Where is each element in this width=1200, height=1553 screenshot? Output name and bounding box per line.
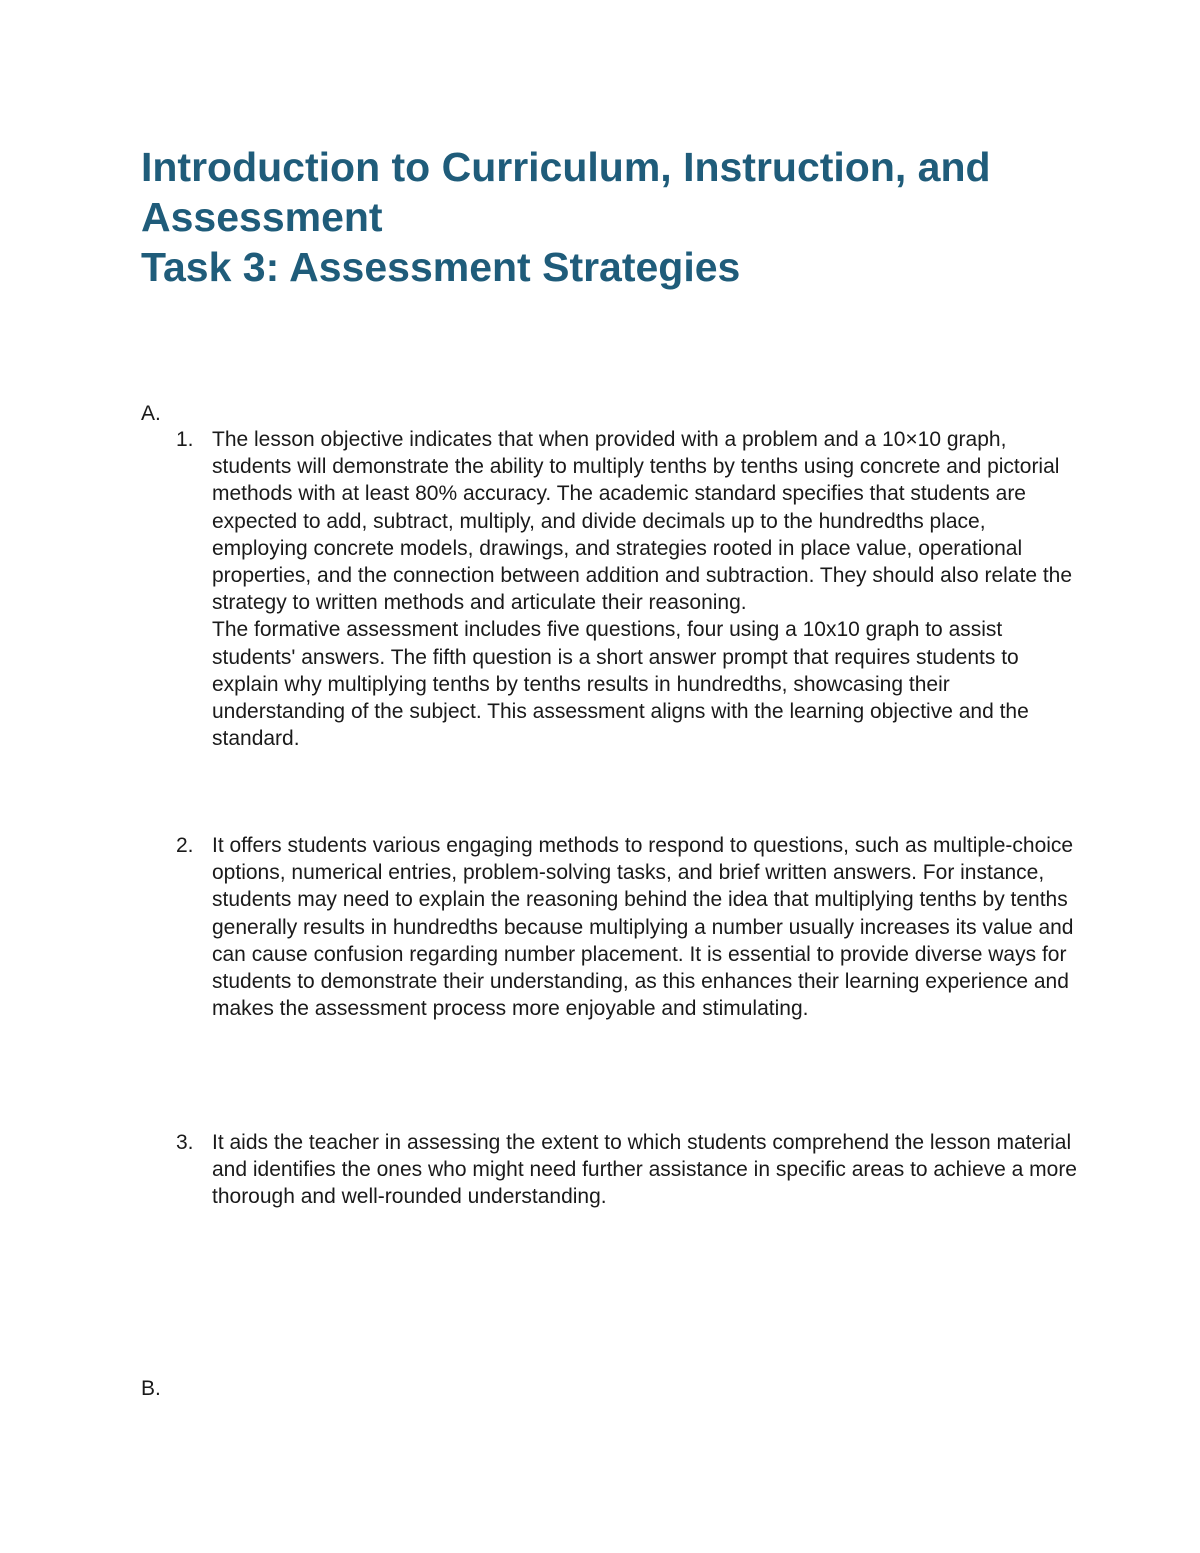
list-item [141,426,1081,752]
list-item-paragraph: The formative assessment includes five questions, four using a 10x10 graph to assist students' answers. The fifth question is a short answer prompt that requires students to explain why multiplying tenths by tenths results in hundredths, showcasing their understanding of the subject. This assessment aligns with the learning objective and the standard. [212,618,1029,751]
list-item-paragraph: It aids the teacher in assessing the extent to which students comprehend the lesson material and identifies the ones who might need further assistance in specific areas to achieve a more thorough and well-rounded understanding. [212,1131,1077,1209]
list-item [141,1129,1081,1211]
list-item-paragraph: The lesson objective indicates that when provided with a problem and a 10×10 graph, students will demonstrate the ability to multiply tenths by tenths using concrete and pictorial methods with at least 80% accuracy. The academic standard specifies that students are expected to add, subtract, multiply, and divide decimals up to the hundredths place, employing concrete models, drawings, and strategies rooted in place value, operational properties, and the connection between addition and subtraction. They should also relate the strategy to written methods and articulate their reasoning. [212,428,1073,615]
task-subtitle: Task 3: Assessment Strategies [141,244,741,290]
list-item-number: 1. [176,428,194,451]
list-item-number: 3. [176,1131,194,1154]
section-a-list-item-3 [141,1129,1081,1211]
section-b-label: B. [141,1377,161,1400]
list-item-paragraph: It offers students various engaging methods to respond to questions, such as multiple-choice options, numerical entries, problem-solving tasks, and brief written answers. For instance, students may need to explain the reasoning behind the idea that multiplying tenths by tenths generally results in hundredths because multiplying a number usually increases its value and can cause confusion regarding number placement. It is essential to provide diverse ways for students to demonstrate their understanding, as this enhances their learning experience and makes the assessment process more enjoyable and stimulating. [212,834,1074,1021]
list-item-number: 2. [176,834,194,857]
section-a-list-item-2 [141,832,1081,1022]
document-title [141,142,1101,292]
list-item [141,832,1081,1022]
section-a-label: A. [141,402,161,425]
section-a-list-item-1 [141,426,1081,752]
title-line-1: Introduction to Curriculum, Instruction, and [141,144,991,190]
title-line-2: Assessment [141,194,383,240]
